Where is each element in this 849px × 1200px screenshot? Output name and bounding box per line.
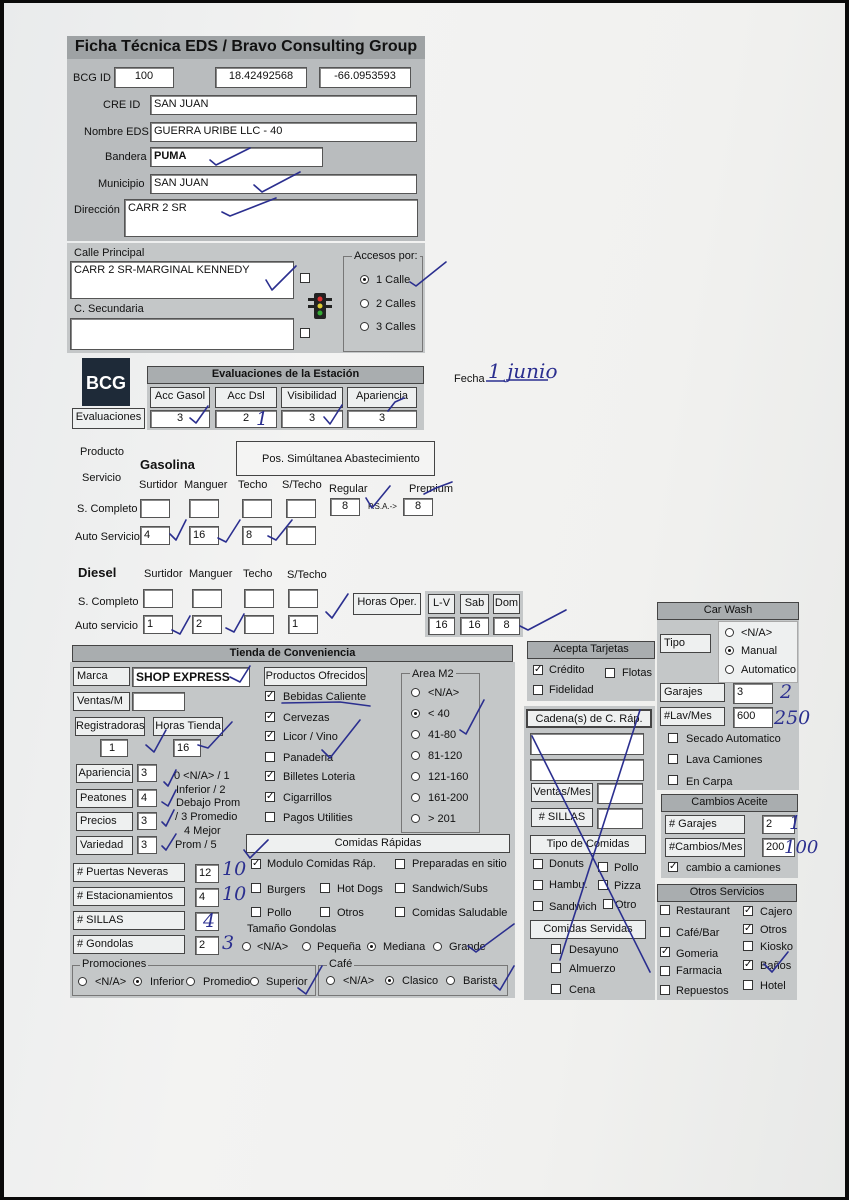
comida-modulo-label: Modulo Comidas Ráp. (267, 858, 376, 870)
tarjeta-fidelidad-checkbox[interactable] (533, 685, 543, 695)
tab-visibilidad[interactable]: Visibilidad (281, 387, 343, 408)
gas-auto-servicio-label: Auto Servicio (75, 531, 140, 543)
ventas-m-field[interactable] (132, 692, 185, 711)
gas-col-stecho: S/Techo (282, 479, 322, 491)
tamano-na-radio[interactable] (242, 942, 251, 951)
bandera-field[interactable]: PUMA (150, 147, 323, 167)
longitude-field[interactable]: -66.0953593 (319, 67, 411, 88)
accesos-1-radio[interactable] (360, 275, 369, 284)
tipo-comidas-label: Tipo de Comidas (530, 835, 646, 854)
cre-id-field[interactable]: SAN JUAN (150, 95, 417, 115)
tipo-pollo-checkbox[interactable] (598, 862, 608, 872)
traffic-light-icon (305, 291, 335, 321)
tarjetas-header: Acepta Tarjetas (527, 641, 655, 659)
otros-gomeria-checkbox[interactable]: ✓ (661, 946, 670, 957)
comida-preparadas-checkbox[interactable] (395, 859, 405, 869)
marca-field[interactable]: SHOP EXPRESS (132, 667, 250, 687)
prod-bebidas-checkbox[interactable]: ✓ (266, 690, 275, 701)
otros-servicios-header: Otros Servicios (657, 884, 797, 902)
dsl-col-techo: Techo (243, 568, 273, 580)
horas-oper-button[interactable]: Horas Oper. (353, 593, 421, 615)
peatones-label: Peatones (76, 789, 133, 808)
gas-sc-techo[interactable] (242, 499, 272, 518)
servida-cena-checkbox[interactable] (551, 984, 561, 994)
prod-pagos-checkbox[interactable] (265, 812, 275, 822)
lava-camiones-label: Lava Camiones (686, 754, 763, 766)
marca-label: Marca (73, 667, 130, 686)
otros-gomeria-label: Gomeria (676, 948, 719, 960)
area-na-radio[interactable] (411, 688, 420, 697)
comida-modulo-checkbox[interactable]: ✓ (252, 858, 261, 869)
hand-gondolas: 3 (222, 932, 235, 954)
area-121-radio[interactable] (411, 772, 420, 781)
tipo-hambu-checkbox[interactable] (533, 880, 543, 890)
horas-col-dom[interactable]: Dom (493, 594, 520, 614)
tarjeta-fidelidad-label: Fidelidad (549, 684, 594, 696)
municipio-label: Municipio (98, 178, 145, 190)
horas-tienda-field[interactable]: 16 (173, 739, 201, 757)
otros-cafe-label: Café/Bar (676, 927, 720, 939)
otros-farmacia-label: Farmacia (676, 965, 722, 977)
area-label: Area M2 (412, 668, 454, 680)
eval-acc-gasol-value[interactable]: 3 (150, 410, 210, 428)
cadenas-header: Cadena(s) de C. Ráp. (526, 709, 652, 728)
area-41-label: 41-80 (428, 729, 457, 741)
calle-principal-label: Calle Principal (74, 247, 145, 259)
carwash-auto-radio[interactable] (725, 665, 734, 674)
promo-superior-label: Superior (266, 976, 308, 988)
comida-burgers-checkbox[interactable] (251, 883, 261, 893)
prod-licor-label: Licor / Vino (283, 731, 338, 743)
promo-promedio-label: Promedio (203, 976, 251, 988)
prod-panaderia-checkbox[interactable] (265, 752, 275, 762)
tipo-sandwich-checkbox[interactable] (533, 901, 543, 911)
tarjeta-flotas-label: Flotas (622, 667, 652, 679)
tipo-sandwich-label: Sandwich (549, 901, 597, 913)
tarjeta-credito-label: Crédito (549, 664, 585, 676)
form-title: Ficha Técnica EDS / Bravo Consulting Group (67, 36, 425, 59)
gas-col-surtidor: Surtidor (139, 479, 178, 491)
cadena-ventas-label: Ventas/Mes (531, 783, 593, 802)
calle-principal-checkbox[interactable] (300, 273, 310, 283)
calle-secundaria-field[interactable] (70, 318, 294, 350)
cafe-na-label: <N/A> (343, 975, 375, 987)
tamano-grande-radio[interactable] (433, 942, 442, 951)
tab-acc-gasol[interactable]: Acc Gasol (150, 387, 210, 408)
hand-cambios: 100 (784, 837, 819, 858)
apariencia-label: Apariencia (76, 764, 133, 783)
carwash-garajes-label: Garajes (660, 683, 725, 702)
cafe-label: Café (329, 958, 353, 970)
hand-acc-dsl: 1 (256, 408, 269, 430)
ventas-m-label: Ventas/M (73, 692, 130, 711)
servida-almuerzo-checkbox[interactable] (551, 963, 561, 973)
gasolina-label: Gasolina (140, 457, 195, 472)
municipio-field[interactable]: SAN JUAN (150, 174, 417, 194)
cadena-field-2[interactable] (530, 759, 644, 781)
horas-tienda-label: Horas Tienda (153, 717, 223, 736)
accesos-3-radio[interactable] (360, 322, 369, 331)
cafe-clasico-label: Clasico (402, 975, 439, 987)
calle-secundaria-checkbox[interactable] (300, 328, 310, 338)
tienda-header: Tienda de Conveniencia (72, 645, 513, 662)
en-carpa-label: En Carpa (686, 776, 733, 788)
regular-label: Regular (329, 483, 368, 495)
variedad-field[interactable]: 3 (137, 836, 157, 854)
dsl-s-completo-label: S. Completo (78, 596, 139, 608)
hand-estacionamientos: 10 (222, 883, 247, 905)
pos-simultanea-label: Pos. Simúltanea Abastecimiento (262, 453, 420, 465)
prod-loteria-label: Billetes Loteria (283, 771, 356, 783)
nombre-label: Nombre EDS (84, 126, 149, 138)
prod-bebidas-label: Bebidas Caliente (283, 691, 367, 703)
comida-hotdogs-label: Hot Dogs (337, 883, 383, 895)
accesos-2-radio[interactable] (360, 299, 369, 308)
otros-farmacia-checkbox[interactable] (660, 966, 670, 976)
tamano-grande-label: Grande (449, 941, 486, 953)
tipo-otro-label: Otro (615, 899, 637, 911)
otros-repuestos-checkbox[interactable] (660, 985, 670, 995)
cafe-barista-radio[interactable] (446, 976, 455, 985)
aceite-garajes-label: # Garajes (665, 815, 745, 834)
hand-aceite-garajes: 1 (789, 812, 802, 834)
carwash-garajes-field[interactable]: 3 (733, 683, 773, 704)
otros-otros-label: Otros (760, 924, 787, 936)
dsl-col-manguer: Manguer (189, 568, 233, 580)
tipo-donuts-checkbox[interactable] (533, 859, 543, 869)
promo-promedio-radio[interactable] (186, 977, 195, 986)
otros-banos-label: Baños (760, 960, 792, 972)
tipo-pizza-checkbox[interactable] (598, 880, 608, 890)
dsl-sc-surtidor[interactable] (143, 589, 173, 608)
servicio-label: Servicio (82, 472, 122, 484)
comida-saludable-label: Comidas Saludable (412, 907, 508, 919)
comida-saludable-checkbox[interactable] (395, 907, 405, 917)
comida-burgers-label: Burgers (267, 884, 306, 896)
variedad-label: Variedad (76, 836, 133, 855)
psa-label: P.S.A.-> (368, 502, 397, 511)
tamano-gondolas-label: Tamaño Gondolas (247, 923, 337, 935)
dsl-sc-stecho[interactable] (288, 589, 318, 608)
servida-cena-label: Cena (569, 984, 596, 996)
tab-apariencia[interactable]: Apariencia (347, 387, 417, 408)
latitude-field[interactable]: 18.42492568 (215, 67, 307, 88)
cadena-field-1[interactable] (530, 733, 644, 755)
area-lt40-radio[interactable] (411, 709, 420, 718)
carwash-manual-radio[interactable] (725, 646, 734, 655)
otros-restaurant-label: Restaurant (676, 905, 730, 917)
area-na-label: <N/A> (428, 687, 460, 699)
cadena-sillas-field[interactable] (597, 808, 643, 829)
promo-superior-radio[interactable] (250, 977, 259, 986)
otros-banos-checkbox[interactable]: ✓ (744, 959, 753, 970)
carwash-na-radio[interactable] (725, 628, 734, 637)
comidas-rapidas-label: Comidas Rápidas (246, 834, 510, 853)
tamano-pequena-label: Pequeña (317, 941, 362, 953)
dsl-as-stecho[interactable]: 1 (288, 615, 318, 634)
comida-hotdogs-checkbox[interactable] (320, 883, 330, 893)
estacionamientos-label: # Estacionamientos (73, 887, 185, 906)
otros-hotel-label: Hotel (760, 980, 786, 992)
carwash-lav-field[interactable]: 600 (733, 707, 773, 728)
comidas-servidas-label: Comidas Servidas (530, 920, 646, 939)
area-lt40-label: < 40 (428, 708, 450, 720)
comida-otros-checkbox[interactable] (320, 907, 330, 917)
comida-sandwich-label: Sandwich/Subs (412, 883, 488, 895)
otros-restaurant-checkbox[interactable] (660, 905, 670, 915)
otros-cafe-checkbox[interactable] (660, 927, 670, 937)
area-201-label: > 201 (428, 813, 456, 825)
accesos-1-label: 1 Calle (376, 274, 411, 286)
cambios-mes-field[interactable]: 200 (762, 838, 795, 857)
otros-otros-checkbox[interactable]: ✓ (744, 923, 753, 934)
evaluaciones-header: Evaluaciones de la Estación (147, 366, 424, 384)
registradoras-field[interactable]: 1 (100, 739, 128, 757)
tamano-mediana-label: Mediana (383, 941, 426, 953)
dsl-as-surtidor[interactable]: 1 (143, 615, 173, 634)
scale-line-6: Prom / 5 (175, 839, 217, 851)
horas-dom-value[interactable]: 8 (493, 617, 520, 635)
servida-almuerzo-label: Almuerzo (569, 963, 616, 975)
otros-cajero-checkbox[interactable]: ✓ (744, 905, 753, 916)
otros-hotel-checkbox[interactable] (743, 980, 753, 990)
puertas-field[interactable]: 12 (195, 864, 219, 883)
prod-cervezas-checkbox[interactable]: ✓ (266, 711, 275, 722)
tipo-hambu-label: Hambu. (549, 879, 588, 891)
comida-pollo-label: Pollo (267, 907, 292, 919)
lava-camiones-checkbox[interactable] (668, 754, 678, 764)
gas-sc-manguer[interactable] (189, 499, 219, 518)
area-81-radio[interactable] (411, 751, 420, 760)
tarjeta-credito-checkbox[interactable]: ✓ (534, 664, 543, 675)
promo-na-radio[interactable] (78, 977, 87, 986)
prod-loteria-checkbox[interactable]: ✓ (266, 770, 275, 781)
carwash-lav-label: #Lav/Mes (660, 707, 725, 726)
cadena-ventas-field[interactable] (597, 783, 643, 804)
gondolas-field[interactable]: 2 (195, 936, 219, 955)
direccion-field[interactable]: CARR 2 SR (124, 199, 418, 237)
area-161-label: 161-200 (428, 792, 469, 804)
hand-puertas: 10 (222, 858, 247, 880)
cafe-barista-label: Barista (463, 975, 498, 987)
gas-as-stecho[interactable] (286, 526, 316, 545)
diesel-label: Diesel (78, 565, 117, 580)
hand-lav: 250 (774, 707, 811, 729)
prod-cervezas-label: Cervezas (283, 712, 330, 724)
cambio-camiones-label: cambio a camiones (686, 862, 781, 874)
comida-sandwich-checkbox[interactable] (395, 883, 405, 893)
nombre-field[interactable]: GUERRA URIBE LLC - 40 (150, 122, 417, 142)
horas-lv-value[interactable]: 16 (428, 617, 455, 635)
fecha-handwritten: 1 junio (488, 359, 558, 383)
premium-field[interactable]: 8 (403, 498, 433, 516)
gas-s-completo-label: S. Completo (77, 503, 138, 515)
tipo-pizza-label: Pizza (614, 880, 641, 892)
evaluaciones-button[interactable]: Evaluaciones (72, 408, 145, 429)
servida-desayuno-label: Desayuno (569, 944, 619, 956)
cambios-mes-label: #Cambios/Mes (665, 838, 745, 857)
tamano-na-label: <N/A> (257, 941, 289, 953)
puertas-label: # Puertas Neveras (73, 863, 185, 882)
area-81-label: 81-120 (428, 750, 463, 762)
dsl-as-manguer[interactable]: 2 (192, 615, 222, 634)
sillas-label: # SILLAS (73, 911, 185, 930)
eval-apariencia-value[interactable]: 3 (347, 410, 417, 428)
tab-acc-dsl[interactable]: Acc Dsl (215, 387, 277, 408)
otros-kiosko-checkbox[interactable] (743, 941, 753, 951)
gas-col-techo: Techo (238, 479, 268, 491)
gas-as-manguer[interactable]: 16 (189, 526, 219, 545)
horas-sab-value[interactable]: 16 (460, 617, 489, 635)
cre-id-label: CRE ID (103, 99, 141, 111)
promo-na-label: <N/A> (95, 976, 127, 988)
comida-otros-label: Otros (337, 907, 364, 919)
tipo-otro-checkbox[interactable] (603, 899, 613, 909)
scale-line-2: Inferior / 2 (176, 784, 226, 796)
horas-col-sab[interactable]: Sab (460, 594, 489, 614)
accesos-2-label: 2 Calles (376, 298, 416, 310)
bandera-label: Bandera (105, 151, 147, 163)
comida-preparadas-label: Preparadas en sitio (412, 858, 507, 870)
carwash-tipo-label: Tipo (660, 634, 711, 653)
cambio-camiones-checkbox[interactable]: ✓ (669, 861, 678, 872)
premium-label: Premium (409, 483, 454, 495)
area-201-radio[interactable] (411, 814, 420, 823)
promo-inferior-label: Inferior (150, 976, 185, 988)
eval-acc-dsl-value[interactable]: 2 (215, 410, 277, 428)
hand-sillas: 4 (203, 910, 216, 932)
carwash-manual-label: Manual (741, 645, 778, 657)
dsl-sc-manguer[interactable] (192, 589, 222, 608)
eval-visibilidad-value[interactable]: 3 (281, 410, 343, 428)
gas-sc-surtidor[interactable] (140, 499, 170, 518)
carwash-auto-label: Automatico (741, 664, 797, 676)
prod-cigarrillos-label: Cigarrillos (283, 792, 332, 804)
otros-cajero-label: Cajero (760, 906, 793, 918)
gas-col-manguer: Manguer (184, 479, 228, 491)
promo-inferior-radio[interactable] (133, 977, 142, 986)
cafe-na-radio[interactable] (326, 976, 335, 985)
otros-repuestos-label: Repuestos (676, 985, 729, 997)
gas-as-surtidor[interactable]: 4 (140, 526, 170, 545)
carwash-header: Car Wash (657, 602, 799, 620)
dsl-sc-techo[interactable] (244, 589, 274, 608)
productos-ofrecidos-label: Productos Ofrecidos (264, 667, 367, 686)
prod-panaderia-label: Panaderia (283, 752, 334, 764)
gas-sc-stecho[interactable] (286, 499, 316, 518)
promociones-label: Promociones (82, 958, 147, 970)
secado-checkbox[interactable] (668, 733, 678, 743)
tipo-donuts-label: Donuts (549, 858, 584, 870)
otros-kiosko-label: Kiosko (760, 941, 794, 953)
accesos-3-label: 3 Calles (376, 321, 416, 333)
horas-col-lv[interactable]: L-V (428, 594, 455, 614)
accesos-label: Accesos por: (354, 250, 418, 262)
precios-label: Precios (76, 812, 133, 831)
dsl-col-stecho: S/Techo (287, 569, 327, 581)
cambios-aceite-header: Cambios Aceite (661, 794, 798, 812)
apariencia-field[interactable]: 3 (137, 764, 157, 782)
en-carpa-checkbox[interactable] (668, 775, 678, 785)
estacionamientos-field[interactable]: 4 (195, 888, 219, 907)
fecha-label: Fecha (454, 373, 485, 385)
tamano-pequena-radio[interactable] (302, 942, 311, 951)
scale-line-1: 0 <N/A> / 1 (174, 770, 230, 782)
area-161-radio[interactable] (411, 793, 420, 802)
scale-line-3: Debajo Prom (176, 797, 241, 809)
precios-field[interactable]: 3 (137, 812, 157, 830)
secado-label: Secado Automatico (686, 733, 781, 745)
direccion-label: Dirección (74, 204, 120, 216)
tipo-pollo-label: Pollo (614, 862, 639, 874)
scale-line-4: / 3 Promedio (175, 811, 238, 823)
hand-garajes: 2 (780, 681, 793, 703)
bcg-id-label: BCG ID (73, 72, 111, 84)
dsl-auto-servicio-label: Auto servicio (75, 620, 138, 632)
carwash-na-label: <N/A> (741, 627, 773, 639)
cafe-clasico-radio[interactable] (385, 976, 394, 985)
prod-licor-checkbox[interactable]: ✓ (266, 730, 275, 741)
scale-line-5: 4 Mejor (184, 825, 221, 837)
dsl-col-surtidor: Surtidor (144, 568, 183, 580)
bcg-logo: BCG (82, 358, 130, 406)
comida-pollo-checkbox[interactable] (251, 907, 261, 917)
regular-field[interactable]: 8 (330, 498, 360, 516)
calle-secundaria-label: C. Secundaria (74, 303, 144, 315)
area-41-radio[interactable] (411, 730, 420, 739)
tarjeta-flotas-checkbox[interactable] (605, 668, 615, 678)
dsl-as-techo[interactable] (244, 615, 274, 634)
registradoras-label: Registradoras (75, 717, 145, 736)
prod-pagos-label: Pagos Utilities (283, 812, 353, 824)
tamano-mediana-radio[interactable] (367, 942, 376, 951)
prod-cigarrillos-checkbox[interactable]: ✓ (266, 791, 275, 802)
gas-as-techo[interactable]: 8 (242, 526, 272, 545)
calle-principal-field[interactable]: CARR 2 SR-MARGINAL KENNEDY (70, 261, 294, 299)
cadena-sillas-label: # SILLAS (531, 808, 593, 827)
producto-label: Producto (80, 446, 125, 458)
bcg-id-field[interactable]: 100 (114, 67, 174, 88)
area-121-label: 121-160 (428, 771, 469, 783)
gondolas-label: # Gondolas (73, 935, 185, 954)
aceite-garajes-field[interactable]: 2 (762, 815, 795, 834)
servida-desayuno-checkbox[interactable] (551, 944, 561, 954)
peatones-field[interactable]: 4 (137, 789, 157, 807)
